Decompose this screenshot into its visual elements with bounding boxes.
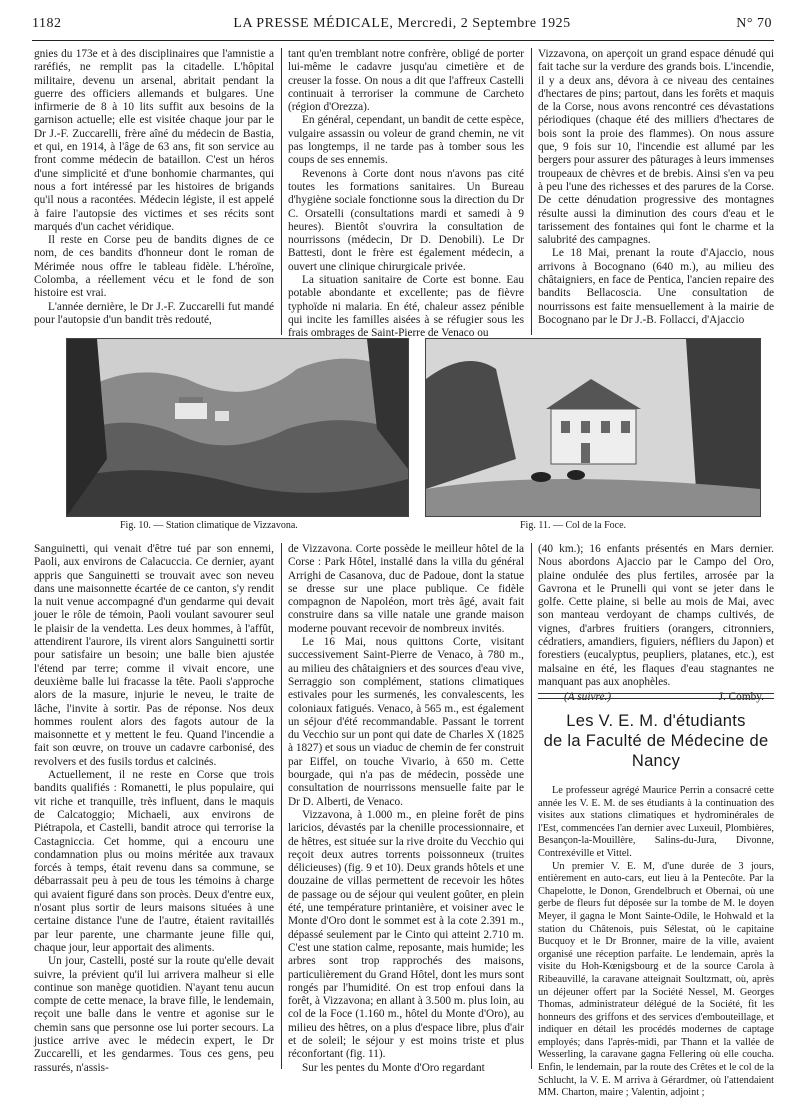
section-separator bbox=[538, 693, 774, 699]
figure-11-caption: Fig. 11. — Col de la Foce. bbox=[520, 520, 627, 531]
paragraph: Revenons à Corte dont nous n'avons pas cité toutes les formations sanitaires. Un Bureau d'hygiène sociale fonctionne sous la direction du Dr C. Orsatelli (consultations mardi et samedi à 9 heures). Bientôt s'ouvrira la consultation de nourrissons (médecin, Dr D. Denobili). Le Dr Battesti, dont le frère est également médecin, a ouvert une clinique chirurgicale privée. bbox=[288, 167, 524, 273]
column-divider bbox=[281, 48, 282, 335]
figure-10-caption: Fig. 10. — Station climatique de Vizzavona. bbox=[120, 520, 298, 531]
column-divider bbox=[531, 48, 532, 335]
paragraph: Le 16 Mai, nous quittons Corte, visitant successivement Saint-Pierre de Venaco, à 780 m., au milieu des châtaigniers et des sources d'eau vive, Serraggio son complément, stations climatiques estivales pour les surmenés, les convalescents, les coloniaux fatigués. Venaco, à 565 m., est également un séjour d'été recommandable. Passant le torrent du Vecchio sur un pont qui date de Charles X (1825 à 1827) et sous un viaduc de chemin de fer construit par Eiffel, on touche Vivario, à 650 m. Cette bourgade, qui n'a pas de médecin, possède une consultation de nourrissons mensuelle faite par le Dr D. Alberti, de Venaco. bbox=[288, 636, 524, 808]
paragraph: Actuellement, il ne reste en Corse que trois bandits qualifiés : Romanetti, le plus populaire, qui vit riche et tranquille, très influent, dans le maquis de Calcatoggio; Michaeli, aux environs de Piétrapola, et Castelli, bandit atroce qui terrorise la Castagniccia. Cet homme, qui a encouru une condamnation plus ou moins méritée aux travaux forcés à temps, était revenu dans sa commune, se débarrassait peu à peu de tous les témoins à charge qui avaient figuré dans son procès. Deux d'entre eux, n'osant plus sortir de leurs maisons situées à une certaine distance l'une de l'autre, étaient ravitaillés par leur parente, une charmante jeune fille qui, chaque jour, leur apportait des aliments. bbox=[34, 769, 274, 954]
top-column-2 bbox=[288, 48, 524, 340]
col-de-la-foce-image bbox=[426, 339, 760, 516]
issue-number: N° 70 bbox=[736, 16, 772, 31]
to-be-continued: (A suivre.) bbox=[564, 691, 612, 704]
paragraph: Un premier V. E. M, d'une durée de 3 jours, entièrement en auto-cars, eut lieu à la Pentecôte. Par la Chapelotte, le Donon, Grendelbruch et Obernai, où une gerbe de fleurs fut déposée sur la tombe de M. le doyen Meyer, il gagna le Mont Sainte-Odile, le Hohwald et la station du Châtenois, puis Sélestat, où le capitaine Bucquoy et le Dr Bronner, maire de la ville, avaient organisé une réception parfaite. Le lendemain, après la visite du Hoh-Kœnigsbourg et de la source Carola à Ribeauvillé, la caravane atteignait Soultzmatt, où, après un déjeuner offert par la Société Nessel, M. Georges Thomas, administrateur délégué de la Société, fit les honneurs des griffons et des services d'embouteillage, et indiquer en détail les procédés modernes de captage employés; dans l'après-midi, par Thann et la vallée de Wesserling, la caravane gagna Fellering où elle coucha. Enfin, le lendemain, par la route des Crêtes et le col de la Schlucht, la V. E. M arriva à Gérardmer, où l'attendaient MM. Charton, maire ; Valentin, adjoint ; bbox=[538, 860, 774, 1099]
paragraph: Le 18 Mai, prenant la route d'Ajaccio, nous arrivons à Bocognano (640 m.), au milieu des châtaigniers, en face de Pentica, l'ancien repaire des bandits Bellacoscia. Une consultation de nourrissons est faite mensuellement à la mairie de Bocognano par le Dr J.-B. Follacci, d'Ajaccio bbox=[538, 247, 774, 326]
bottom-column-3-top bbox=[538, 543, 774, 704]
paragraph: Le professeur agrégé Maurice Perrin a consacré cette année les V. E. M. de ses étudiants à la continuation des visites aux stations climatiques et hydrominérales de l'Est, commencées l'an dernier avec Luxeuil, Plombières, Besançon-la-Mouillère, Salins-du-Jura, Divonne, Contrexéville et Vittel. bbox=[538, 785, 774, 859]
paragraph: Sanguinetti, qui venait d'être tué par son ennemi, Paoli, aux environs de Calacuccia. Ce dernier, ayant appris que Sanguinetti se trouvait avec son neveu dans une maisonnette écartée de ce canton, s'y rendit la nuit venue accompagné d'un gendarme qui devait jouer le rôle de témoin, Paoli voulant savourer seul le plaisir de la vendetta. Les deux hommes, à l'affût, attendirent l'aurore, ils virent alors Sanguinetti sortir pour satisfaire un besoin; une balle bien ajustée l'étend par terre; comme il vivait encore, une deuxième balle lui fracasse la tête. Paoli s'approche alors de la masure, injurie le neveu, le traite de lâche, l'invite à sortir. Pas de réponse. Nos deux hommes roulent alors des fagots autour de la maisonnette et y mettent le feu. Quand l'incendie a fait son œuvre, on trouve un cadavre carbonisé, des revolvers et des fusils tordus et calcinés. bbox=[34, 543, 274, 768]
paragraph: Il reste en Corse peu de bandits dignes de ce nom, de ces bandits d'honneur dont le roman de Mérimée nous offre le tableau fidèle. L'héroïne, Colomba, a réellement vécu et le fond de son histoire est vrai. bbox=[34, 234, 274, 300]
paragraph: gnies du 173e et à des disciplinaires que l'amnistie a raréfiés, ne remplit pas la citadelle. L'hôpital militaire, devenu un arsenal, abritait pendant la guerre des officiers allemands et bulgares. Une infirmerie de 8 à 10 lits suffit aux besoins de la garnison actuelle; elle est visitée chaque jour par le Dr J.-F. Zuccarelli, frère aîné du médecin de Bastia, et qui, en 1914, à l'âge de 63 ans, fit son service au front comme médecin de bataillon. C'est un héros d'une simplicité et d'une bonhomie charmantes, qui nous a fort intéressé par les histoires de brigands qu'il nous a racontées. Médecin légiste, il est appelé à faire l'autopsie des victimes et ses récits sont marqués d'un cachet véridique. bbox=[34, 48, 274, 233]
page-number: 1182 bbox=[32, 16, 62, 31]
column-divider bbox=[281, 543, 282, 1069]
journal-title: LA PRESSE MÉDICALE, Mercredi, 2 Septembre 1925 bbox=[233, 16, 571, 31]
figure-11-photo bbox=[425, 338, 761, 517]
paragraph: Vizzavona, à 1.000 m., en pleine forêt de pins laricios, dévastés par la chenille processionnaire, et de hêtres, est située sur la rive droite du Vecchio qui reçoit deux autres torrents poissonneux (truites délicieuses) (fig. 9 et 10). Deux grands hôtels et une douzaine de villas permettent de recevoir les hôtes de passage ou de séjour qui veulent goûter, en plein été, une température printanière, et voisiner avec le Monte d'Oro dont le sommet est à la cote 2.391 m., dépassé seulement par le Cinto qui atteint 2.710 m. C'est une station calme, reposante, mais humide; les arbres sont trop rapprochés des maisons, particulièrement du Grand Hôtel, dont les murs sont rongés par l'humidité. On est trop enfoui dans la forêt, à Vizzavona; en allant à 3.500 m. plus loin, au col de la Foce (1.160 m., hôtel du Monte d'Oro), au milieu des hêtres, on a plus d'espace libre, plus d'air et de soleil; le séjour y est moins triste et plus réconfortant (fig. 11). bbox=[288, 808, 524, 1061]
section-heading bbox=[538, 711, 774, 771]
section-heading-line-1: Les V. E. M. d'étudiants bbox=[566, 712, 746, 730]
running-header bbox=[32, 16, 772, 38]
paragraph: En général, cependant, un bandit de cette espèce, vulgaire assassin ou voleur de grand chemin, ne vit pas longtemps, il ne tarde pas à tomber sous les coups de ses ennemis. bbox=[288, 114, 524, 167]
header-rule bbox=[32, 40, 774, 41]
paragraph: Sur les pentes du Monte d'Oro regardant bbox=[302, 1061, 485, 1074]
bottom-column-2 bbox=[288, 543, 524, 1074]
author-name: J. Comby. bbox=[718, 691, 764, 704]
paragraph: (40 km.); 16 enfants présentés en Mars dernier. Nous abordons Ajaccio par le Campo del Oro, plaine ondulée des plus fertiles, arrosée par la Gavrona et le Prunelli qui vont se jeter dans le golfe. Cette plaine, si belle au mois de Mai, avec son manteau verdoyant de champs cultivés, de vignes, d'arbres fruitiers (orangers, citronniers, cédratiers, amandiers, figuiers, néfliers du Japon) et forestiers (eucalyptus, peupliers, platanes, etc.), est malsaine en été, les flaques d'eau stagnantes ne manquant pas aux anophèles. bbox=[538, 543, 774, 688]
paragraph: de Vizzavona. Corte possède le meilleur hôtel de la Corse : Park Hôtel, installé dans la villa du général Arrighi de Casanova, duc de Padoue, dont la statue se dresse sur une place publique. Ce fidèle compagnon de Napoléon, mort très âgé, avait fait construire dans sa ville natale une grande maison moderne pouvant recevoir de nombreux invités. bbox=[288, 543, 524, 635]
bottom-column-1 bbox=[34, 543, 274, 1074]
paragraph: La situation sanitaire de Corte est bonne. Eau potable abondante et excellente; pas de fièvre typhoïde ni malaria. En été, chaleur assez pénible qui incite les familles aisées à se réfugier sous les frais ombrages de Saint-Pierre de Venaco ou bbox=[288, 274, 524, 340]
paragraph: Un jour, Castelli, posté sur la route qu'elle devait suivre, la prévient qu'il lui arrivera malheur si elle continue son manège quotidien. N'ayant tenu aucun compte de cette menace, la brave fille, le lendemain, reçoit une balle dans le ventre et agonise sur le chemin sans que personne ose lui porter secours. La justice arrive avec le médecin expert, le Dr Zuccarelli, et les gendarmes. Tous ces gens, peu rassurés, n'assis- bbox=[34, 955, 274, 1074]
top-column-1 bbox=[34, 48, 274, 335]
vizzavona-landscape-image bbox=[67, 339, 408, 516]
top-column-3 bbox=[538, 48, 774, 335]
paragraph: Vizzavona, on aperçoit un grand espace dénudé qui fait tache sur la verdure des grands bois. L'incendie, il y a deux ans, dévora à ce niveau des centaines d'hectares de pins; partout, dans les forêts et maquis de la Corse, nous avons rencontré ces dévastations périodiques (chaque été des milliers d'hectares de bois sont la proie des flammes). On nous assure que, 9 fois sur 10, l'incendie est allumé par les bergers pour assurer des pâturages à leurs immenses troupeaux de chèvres et de brebis. Ainsi s'en va peu à peu l'une des richesses et des parures de la Corse. De cette dénudation progressive des montagnes résulte aussi la diminution des cours d'eau et le tarissement des fontaines qui font le charme et la salubrité des campagnes. bbox=[538, 48, 775, 247]
paragraph: L'année dernière, le Dr J.-F. Zuccarelli fut mandé pour l'autopsie d'un bandit très redouté, bbox=[34, 300, 274, 326]
column-divider bbox=[531, 543, 532, 1069]
figure-10-photo bbox=[66, 338, 409, 517]
paragraph: tant qu'en tremblant notre confrère, obligé de porter lui-même le cadavre jusqu'au cimetière et de creuser la fosse. On nous a dit que l'affreux Castelli continuait à terroriser la commune de Carcheto (région d'Orezza). bbox=[288, 48, 524, 114]
section-heading-line-2: de la Faculté de Médecine de Nancy bbox=[543, 732, 769, 770]
bottom-column-3-section bbox=[538, 705, 774, 1099]
